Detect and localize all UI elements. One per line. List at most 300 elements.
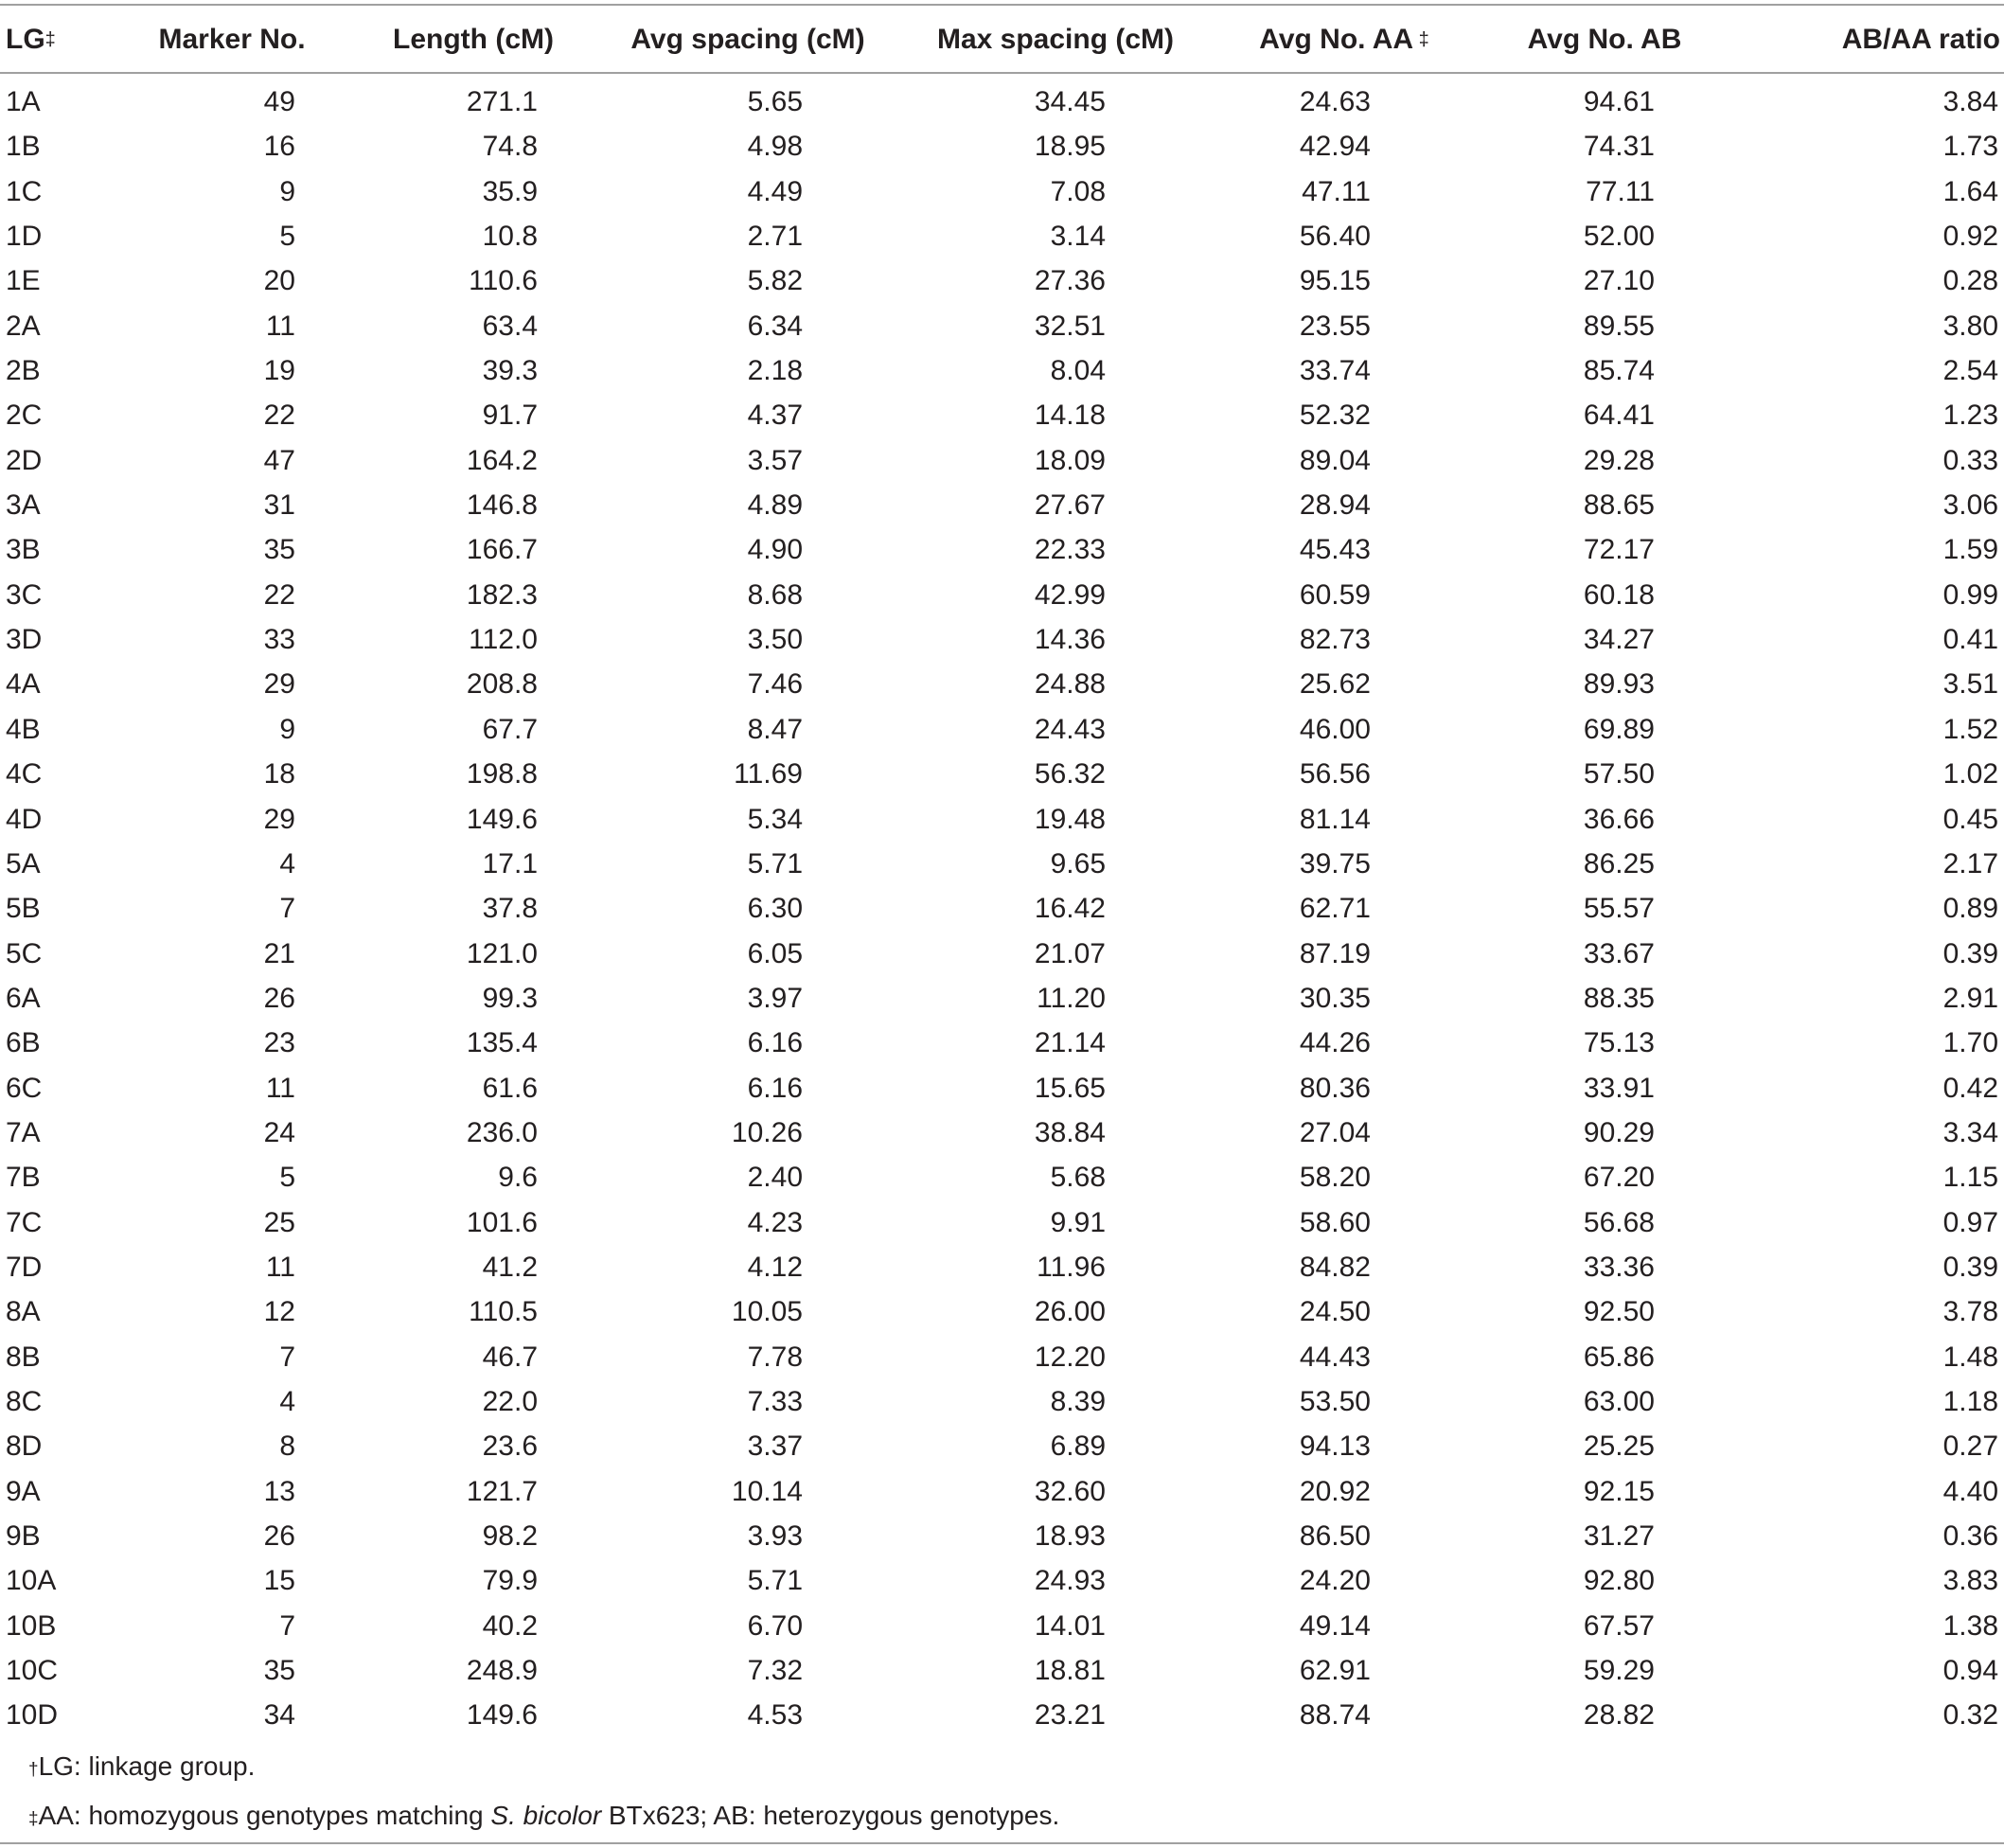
cell-avg-spacing-cm: 7.78 <box>747 1341 803 1373</box>
cell-avg-no-ab: 90.29 <box>1583 1116 1655 1148</box>
table-row <box>0 304 2004 348</box>
cell-ab-aa-ratio: 0.33 <box>1942 444 1998 476</box>
cell-marker-no: 22 <box>263 400 295 432</box>
cell-ab-aa-ratio: 0.39 <box>1942 937 1998 969</box>
cell-ab-aa-ratio: 1.38 <box>1942 1609 1998 1642</box>
cell-length-cm: 22.0 <box>482 1385 538 1417</box>
header-avg-spacing-cm-label: Avg spacing (cM) <box>630 24 865 55</box>
cell-avg-spacing-cm: 3.37 <box>747 1430 803 1463</box>
cell-avg-no-ab: 28.82 <box>1583 1699 1655 1732</box>
cell-avg-no-aa: 23.55 <box>1299 310 1371 342</box>
table-bottom-rule <box>0 1842 2004 1844</box>
cell-ab-aa-ratio: 1.15 <box>1942 1162 1998 1194</box>
cell-max-spacing-cm: 26.00 <box>1034 1296 1106 1328</box>
table-row <box>0 258 2004 303</box>
cell-ab-aa-ratio: 1.18 <box>1942 1385 1998 1417</box>
cell-ab-aa-ratio: 2.17 <box>1942 847 1998 880</box>
cell-lg: 6B <box>6 1027 41 1059</box>
cell-avg-spacing-cm: 4.23 <box>747 1206 803 1238</box>
cell-avg-spacing-cm: 2.40 <box>747 1162 803 1194</box>
table-top-rule <box>0 4 2004 6</box>
cell-ab-aa-ratio: 0.41 <box>1942 624 1998 656</box>
cell-marker-no: 11 <box>265 1072 295 1104</box>
cell-avg-no-ab: 25.25 <box>1583 1430 1655 1463</box>
cell-avg-no-aa: 95.15 <box>1299 265 1371 297</box>
cell-avg-no-aa: 44.43 <box>1299 1341 1371 1373</box>
cell-max-spacing-cm: 21.14 <box>1034 1027 1106 1059</box>
cell-ab-aa-ratio: 0.39 <box>1942 1251 1998 1283</box>
cell-avg-no-aa: 45.43 <box>1299 534 1371 566</box>
table-footnotes <box>28 1744 1059 1842</box>
table-row <box>0 752 2004 796</box>
cell-max-spacing-cm: 8.04 <box>1050 355 1106 387</box>
cell-ab-aa-ratio: 1.73 <box>1942 131 1998 163</box>
cell-length-cm: 41.2 <box>482 1251 538 1283</box>
cell-marker-no: 15 <box>263 1565 295 1597</box>
cell-avg-no-aa: 27.04 <box>1299 1116 1371 1148</box>
cell-lg: 4B <box>6 713 41 745</box>
cell-lg: 4A <box>6 668 41 701</box>
table-row <box>0 1289 2004 1334</box>
cell-lg: 9A <box>6 1475 41 1507</box>
cell-avg-no-aa: 58.60 <box>1299 1206 1371 1238</box>
cell-max-spacing-cm: 18.81 <box>1034 1655 1106 1687</box>
cell-marker-no: 5 <box>279 1162 295 1194</box>
table-row <box>0 1424 2004 1468</box>
cell-avg-no-aa: 24.20 <box>1299 1565 1371 1597</box>
cell-max-spacing-cm: 16.42 <box>1034 893 1106 925</box>
table-row <box>0 1111 2004 1155</box>
cell-max-spacing-cm: 22.33 <box>1034 534 1106 566</box>
cell-avg-no-aa: 24.63 <box>1299 86 1371 117</box>
cell-avg-no-aa: 88.74 <box>1299 1699 1371 1732</box>
cell-avg-no-ab: 89.93 <box>1583 668 1655 701</box>
cell-lg: 5C <box>6 937 43 969</box>
table-row <box>0 886 2004 931</box>
cell-length-cm: 208.8 <box>466 668 538 701</box>
cell-length-cm: 23.6 <box>482 1430 538 1463</box>
cell-ab-aa-ratio: 0.99 <box>1942 578 1998 611</box>
cell-ab-aa-ratio: 0.89 <box>1942 893 1998 925</box>
cell-marker-no: 7 <box>279 1341 295 1373</box>
table-row <box>0 1648 2004 1693</box>
cell-length-cm: 236.0 <box>466 1116 538 1148</box>
cell-avg-no-aa: 80.36 <box>1299 1072 1371 1104</box>
cell-lg: 3C <box>6 578 43 611</box>
cell-avg-no-aa: 81.14 <box>1299 803 1371 835</box>
header-lg-label: LG <box>6 24 45 55</box>
cell-length-cm: 101.6 <box>466 1206 538 1238</box>
cell-avg-no-ab: 36.66 <box>1583 803 1655 835</box>
cell-length-cm: 98.2 <box>482 1520 538 1552</box>
cell-marker-no: 7 <box>279 893 295 925</box>
cell-marker-no: 23 <box>263 1027 295 1059</box>
table-row <box>0 617 2004 662</box>
table-row <box>0 842 2004 886</box>
header-avg-spacing-cm <box>596 8 899 72</box>
cell-ab-aa-ratio: 3.51 <box>1942 668 1998 701</box>
cell-avg-no-aa: 56.56 <box>1299 758 1371 791</box>
cell-length-cm: 198.8 <box>466 758 538 791</box>
cell-avg-spacing-cm: 3.93 <box>747 1520 803 1552</box>
cell-avg-no-aa: 56.40 <box>1299 221 1371 253</box>
header-avg-no-ab <box>1477 8 1732 72</box>
cell-marker-no: 16 <box>263 131 295 163</box>
cell-ab-aa-ratio: 0.92 <box>1942 221 1998 253</box>
header-max-spacing-cm-label: Max spacing (cM) <box>936 24 1175 55</box>
table-row <box>0 1693 2004 1737</box>
cell-length-cm: 46.7 <box>482 1341 538 1373</box>
cell-avg-no-ab: 92.80 <box>1583 1565 1655 1597</box>
cell-lg: 7C <box>6 1206 43 1238</box>
cell-max-spacing-cm: 18.93 <box>1034 1520 1106 1552</box>
cell-avg-no-aa: 30.35 <box>1299 982 1371 1014</box>
cell-avg-spacing-cm: 3.50 <box>747 624 803 656</box>
cell-length-cm: 63.4 <box>482 310 538 342</box>
table-row <box>0 169 2004 214</box>
cell-avg-no-ab: 69.89 <box>1583 713 1655 745</box>
cell-max-spacing-cm: 18.09 <box>1034 444 1106 476</box>
footnote-2-mark: ‡ <box>28 1809 39 1829</box>
cell-avg-no-ab: 64.41 <box>1583 400 1655 432</box>
cell-avg-no-ab: 92.15 <box>1583 1475 1655 1507</box>
header-row <box>0 8 2004 72</box>
cell-ab-aa-ratio: 0.28 <box>1942 265 1998 297</box>
header-lg-footnote-mark: ‡ <box>44 29 56 50</box>
cell-lg: 1C <box>6 175 43 207</box>
cell-marker-no: 5 <box>279 221 295 253</box>
cell-avg-spacing-cm: 4.98 <box>747 131 803 163</box>
linkage-group-table <box>0 8 2004 1738</box>
cell-max-spacing-cm: 42.99 <box>1034 578 1106 611</box>
cell-lg: 3A <box>6 489 41 522</box>
cell-ab-aa-ratio: 0.42 <box>1942 1072 1998 1104</box>
footnote-2-text-before: AA: homozygous genotypes matching <box>38 1801 491 1830</box>
cell-avg-no-aa: 84.82 <box>1299 1251 1371 1283</box>
table-row <box>0 662 2004 706</box>
cell-marker-no: 26 <box>263 1520 295 1552</box>
cell-avg-spacing-cm: 10.05 <box>731 1296 803 1328</box>
header-marker-no-label: Marker No. <box>158 24 306 55</box>
cell-lg: 2C <box>6 400 43 432</box>
cell-marker-no: 7 <box>279 1609 295 1642</box>
cell-length-cm: 61.6 <box>482 1072 538 1104</box>
cell-length-cm: 37.8 <box>482 893 538 925</box>
cell-avg-no-aa: 87.19 <box>1299 937 1371 969</box>
cell-max-spacing-cm: 32.51 <box>1034 310 1106 342</box>
cell-lg: 6C <box>6 1072 43 1104</box>
cell-avg-spacing-cm: 6.30 <box>747 893 803 925</box>
header-avg-no-ab-label: Avg No. AB <box>1527 24 1682 55</box>
cell-avg-no-ab: 29.28 <box>1583 444 1655 476</box>
table-row <box>0 573 2004 617</box>
cell-avg-no-ab: 52.00 <box>1583 221 1655 253</box>
cell-avg-no-ab: 94.61 <box>1583 86 1655 117</box>
cell-marker-no: 8 <box>279 1430 295 1463</box>
table-row <box>0 1469 2004 1514</box>
cell-length-cm: 146.8 <box>466 489 538 522</box>
table-row <box>0 1066 2004 1111</box>
cell-length-cm: 149.6 <box>466 803 538 835</box>
cell-avg-spacing-cm: 4.37 <box>747 400 803 432</box>
cell-length-cm: 121.7 <box>466 1475 538 1507</box>
cell-avg-no-ab: 59.29 <box>1583 1655 1655 1687</box>
cell-lg: 8D <box>6 1430 43 1463</box>
cell-avg-spacing-cm: 4.49 <box>747 175 803 207</box>
cell-avg-no-aa: 94.13 <box>1299 1430 1371 1463</box>
header-ab-aa-ratio <box>1732 8 2004 72</box>
footnote-1 <box>28 1744 1059 1793</box>
cell-ab-aa-ratio: 1.59 <box>1942 534 1998 566</box>
cell-ab-aa-ratio: 3.34 <box>1942 1116 1998 1148</box>
cell-marker-no: 22 <box>263 578 295 611</box>
cell-avg-no-ab: 33.91 <box>1583 1072 1655 1104</box>
cell-avg-spacing-cm: 10.26 <box>731 1116 803 1148</box>
cell-avg-no-aa: 82.73 <box>1299 624 1371 656</box>
table-row <box>0 1379 2004 1424</box>
cell-length-cm: 121.0 <box>466 937 538 969</box>
cell-max-spacing-cm: 32.60 <box>1034 1475 1106 1507</box>
cell-lg: 2A <box>6 310 41 342</box>
cell-marker-no: 24 <box>263 1116 295 1148</box>
cell-max-spacing-cm: 24.43 <box>1034 713 1106 745</box>
cell-length-cm: 74.8 <box>482 131 538 163</box>
cell-avg-spacing-cm: 2.18 <box>747 355 803 387</box>
cell-ab-aa-ratio: 0.27 <box>1942 1430 1998 1463</box>
cell-lg: 4D <box>6 803 43 835</box>
cell-avg-spacing-cm: 6.34 <box>747 310 803 342</box>
cell-avg-no-aa: 25.62 <box>1299 668 1371 701</box>
cell-avg-no-ab: 85.74 <box>1583 355 1655 387</box>
cell-length-cm: 17.1 <box>482 847 538 880</box>
cell-max-spacing-cm: 8.39 <box>1050 1385 1106 1417</box>
table-row <box>0 1514 2004 1558</box>
cell-marker-no: 9 <box>279 175 295 207</box>
cell-avg-spacing-cm: 7.33 <box>747 1385 803 1417</box>
cell-ab-aa-ratio: 0.94 <box>1942 1655 1998 1687</box>
cell-marker-no: 12 <box>263 1296 295 1328</box>
cell-max-spacing-cm: 11.20 <box>1037 982 1106 1014</box>
header-lg <box>0 8 114 72</box>
cell-max-spacing-cm: 9.91 <box>1050 1206 1106 1238</box>
cell-length-cm: 110.6 <box>469 265 538 297</box>
cell-avg-spacing-cm: 8.47 <box>747 713 803 745</box>
cell-avg-no-aa: 86.50 <box>1299 1520 1371 1552</box>
cell-avg-no-ab: 67.57 <box>1583 1609 1655 1642</box>
cell-max-spacing-cm: 24.88 <box>1034 668 1106 701</box>
cell-marker-no: 11 <box>265 1251 295 1283</box>
cell-length-cm: 110.5 <box>469 1296 538 1328</box>
table-row <box>0 527 2004 572</box>
cell-avg-no-ab: 88.35 <box>1583 982 1655 1014</box>
cell-marker-no: 18 <box>263 758 295 791</box>
cell-avg-no-aa: 62.91 <box>1299 1655 1371 1687</box>
table-row <box>0 124 2004 169</box>
cell-avg-no-ab: 89.55 <box>1583 310 1655 342</box>
table-row <box>0 1021 2004 1065</box>
cell-marker-no: 29 <box>263 803 295 835</box>
cell-lg: 3D <box>6 624 43 656</box>
cell-avg-no-aa: 39.75 <box>1299 847 1371 880</box>
cell-avg-spacing-cm: 10.14 <box>731 1475 803 1507</box>
cell-length-cm: 35.9 <box>482 175 538 207</box>
cell-avg-spacing-cm: 5.71 <box>747 847 803 880</box>
cell-max-spacing-cm: 11.96 <box>1037 1251 1106 1283</box>
cell-marker-no: 19 <box>263 355 295 387</box>
cell-avg-no-ab: 34.27 <box>1583 624 1655 656</box>
cell-lg: 6A <box>6 982 41 1014</box>
cell-ab-aa-ratio: 0.32 <box>1942 1699 1998 1732</box>
cell-max-spacing-cm: 9.65 <box>1050 847 1106 880</box>
cell-avg-no-ab: 65.86 <box>1583 1341 1655 1373</box>
table-body <box>0 72 2004 1738</box>
cell-ab-aa-ratio: 2.54 <box>1942 355 1998 387</box>
cell-lg: 8A <box>6 1296 41 1328</box>
cell-lg: 1E <box>6 265 41 297</box>
cell-max-spacing-cm: 3.14 <box>1050 221 1106 253</box>
cell-length-cm: 112.0 <box>469 624 538 656</box>
cell-avg-no-ab: 31.27 <box>1583 1520 1655 1552</box>
cell-avg-no-aa: 58.20 <box>1299 1162 1371 1194</box>
cell-avg-no-ab: 72.17 <box>1583 534 1655 566</box>
cell-avg-no-ab: 27.10 <box>1583 265 1655 297</box>
cell-length-cm: 271.1 <box>466 86 538 117</box>
cell-avg-no-aa: 47.11 <box>1302 175 1371 207</box>
cell-avg-no-aa: 53.50 <box>1299 1385 1371 1417</box>
cell-length-cm: 9.6 <box>498 1162 538 1194</box>
cell-length-cm: 164.2 <box>466 444 538 476</box>
cell-avg-spacing-cm: 4.12 <box>747 1251 803 1283</box>
header-max-spacing-cm <box>899 8 1212 72</box>
cell-ab-aa-ratio: 4.40 <box>1942 1475 1998 1507</box>
cell-avg-spacing-cm: 5.82 <box>747 265 803 297</box>
cell-max-spacing-cm: 27.67 <box>1034 489 1106 522</box>
cell-marker-no: 21 <box>263 937 295 969</box>
cell-lg: 7A <box>6 1116 41 1148</box>
cell-marker-no: 26 <box>263 982 295 1014</box>
cell-lg: 4C <box>6 758 43 791</box>
table-row <box>0 1245 2004 1289</box>
cell-avg-no-aa: 46.00 <box>1299 713 1371 745</box>
cell-avg-spacing-cm: 7.46 <box>747 668 803 701</box>
cell-avg-no-aa: 44.26 <box>1299 1027 1371 1059</box>
cell-max-spacing-cm: 14.18 <box>1034 400 1106 432</box>
cell-marker-no: 13 <box>263 1475 295 1507</box>
cell-max-spacing-cm: 7.08 <box>1050 175 1106 207</box>
cell-marker-no: 4 <box>279 1385 295 1417</box>
cell-length-cm: 39.3 <box>482 355 538 387</box>
cell-length-cm: 135.4 <box>466 1027 538 1059</box>
cell-ab-aa-ratio: 1.23 <box>1942 400 1998 432</box>
cell-avg-spacing-cm: 7.32 <box>747 1655 803 1687</box>
table-row <box>0 1335 2004 1379</box>
cell-avg-no-aa: 24.50 <box>1299 1296 1371 1328</box>
cell-max-spacing-cm: 38.84 <box>1034 1116 1106 1148</box>
cell-avg-no-ab: 63.00 <box>1583 1385 1655 1417</box>
cell-lg: 2B <box>6 355 41 387</box>
cell-avg-no-ab: 57.50 <box>1583 758 1655 791</box>
cell-max-spacing-cm: 12.20 <box>1034 1341 1106 1373</box>
cell-max-spacing-cm: 56.32 <box>1034 758 1106 791</box>
footnote-2-text-after: BTx623; AB: heterozygous genotypes. <box>601 1801 1060 1830</box>
cell-lg: 10A <box>6 1565 57 1597</box>
cell-avg-spacing-cm: 4.90 <box>747 534 803 566</box>
table-row <box>0 1604 2004 1648</box>
cell-avg-no-aa: 28.94 <box>1299 489 1371 522</box>
cell-lg: 3B <box>6 534 41 566</box>
cell-length-cm: 67.7 <box>482 713 538 745</box>
cell-length-cm: 149.6 <box>466 1699 538 1732</box>
cell-avg-no-aa: 89.04 <box>1299 444 1371 476</box>
cell-ab-aa-ratio: 1.48 <box>1942 1341 1998 1373</box>
cell-length-cm: 248.9 <box>466 1655 538 1687</box>
cell-ab-aa-ratio: 3.80 <box>1942 310 1998 342</box>
cell-avg-no-ab: 33.67 <box>1583 937 1655 969</box>
table-row <box>0 348 2004 393</box>
cell-avg-spacing-cm: 3.57 <box>747 444 803 476</box>
cell-ab-aa-ratio: 3.83 <box>1942 1565 1998 1597</box>
header-ab-aa-ratio-label: AB/AA ratio <box>1841 24 2000 55</box>
header-avg-no-aa-footnote-mark: ‡ <box>1413 29 1429 50</box>
cell-avg-no-aa: 52.32 <box>1299 400 1371 432</box>
header-avg-no-aa <box>1212 8 1477 72</box>
cell-avg-spacing-cm: 3.97 <box>747 982 803 1014</box>
cell-lg: 10C <box>6 1655 59 1687</box>
header-marker-no <box>114 8 350 72</box>
cell-avg-no-ab: 67.20 <box>1583 1162 1655 1194</box>
cell-avg-spacing-cm: 5.71 <box>747 1565 803 1597</box>
cell-avg-no-ab: 88.65 <box>1583 489 1655 522</box>
table-row <box>0 72 2004 124</box>
table-row <box>0 438 2004 483</box>
cell-avg-spacing-cm: 4.53 <box>747 1699 803 1732</box>
cell-lg: 1A <box>6 86 41 117</box>
cell-ab-aa-ratio: 1.02 <box>1942 758 1998 791</box>
table-row <box>0 932 2004 976</box>
cell-marker-no: 49 <box>263 86 295 117</box>
table-row <box>0 393 2004 437</box>
cell-marker-no: 9 <box>279 713 295 745</box>
cell-length-cm: 10.8 <box>482 221 538 253</box>
cell-avg-no-aa: 20.92 <box>1299 1475 1371 1507</box>
cell-lg: 7B <box>6 1162 41 1194</box>
cell-avg-spacing-cm: 5.65 <box>747 86 803 117</box>
cell-length-cm: 166.7 <box>466 534 538 566</box>
cell-max-spacing-cm: 24.93 <box>1034 1565 1106 1597</box>
cell-max-spacing-cm: 6.89 <box>1050 1430 1106 1463</box>
cell-length-cm: 40.2 <box>482 1609 538 1642</box>
header-avg-no-aa-label: Avg No. AA <box>1259 24 1414 55</box>
cell-avg-no-aa: 62.71 <box>1299 893 1371 925</box>
cell-lg: 8C <box>6 1385 43 1417</box>
cell-avg-spacing-cm: 4.89 <box>747 489 803 522</box>
header-length-cm-label: Length (cM) <box>393 24 554 55</box>
cell-avg-no-ab: 77.11 <box>1586 175 1655 207</box>
cell-lg: 5A <box>6 847 41 880</box>
cell-avg-spacing-cm: 6.16 <box>747 1027 803 1059</box>
cell-lg: 1B <box>6 131 41 163</box>
cell-lg: 8B <box>6 1341 41 1373</box>
cell-max-spacing-cm: 5.68 <box>1050 1162 1106 1194</box>
cell-marker-no: 11 <box>265 310 295 342</box>
cell-marker-no: 47 <box>263 444 295 476</box>
cell-avg-no-ab: 55.57 <box>1583 893 1655 925</box>
table-row <box>0 1558 2004 1603</box>
cell-avg-no-ab: 75.13 <box>1583 1027 1655 1059</box>
table-row <box>0 976 2004 1021</box>
cell-ab-aa-ratio: 1.70 <box>1942 1027 1998 1059</box>
cell-ab-aa-ratio: 3.84 <box>1942 86 1998 117</box>
